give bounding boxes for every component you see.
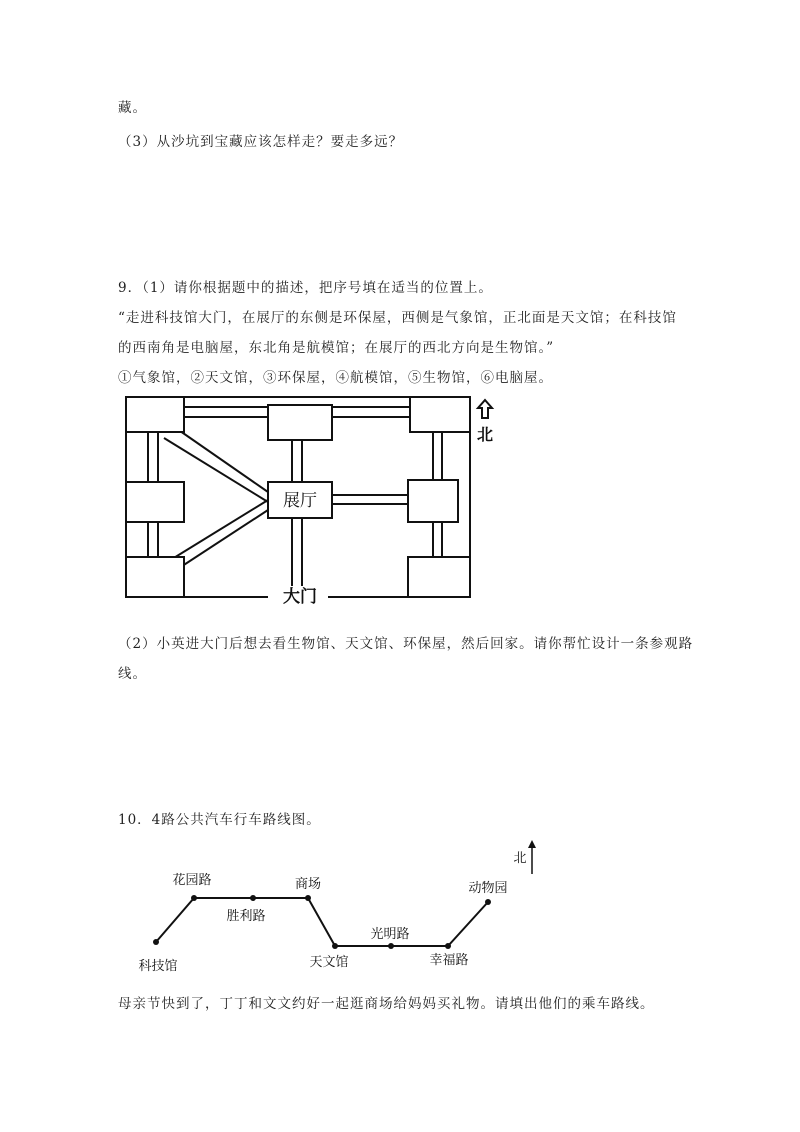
stop-dot (485, 899, 491, 905)
question-9-quote-line1: “走进科技馆大门，在展厅的东侧是环保屋，西侧是气象馆，正北面是天文馆；在科技馆 (118, 310, 677, 326)
stop-label: 天文馆 (309, 955, 349, 970)
question-10: 10．4路公共汽车行车路线图。 (118, 812, 321, 828)
stop-label: 胜利路 (226, 909, 266, 924)
room-top-center (268, 405, 332, 440)
stop-dot (191, 895, 197, 901)
exhibition-hall-label: 展厅 (283, 491, 317, 511)
stop-label: 花园路 (172, 873, 212, 888)
north-arrow-icon (478, 400, 492, 418)
museum-map (118, 392, 503, 624)
stop-label: 光明路 (370, 927, 410, 942)
north-label: 北 (476, 425, 494, 444)
question-9-options: ①气象馆，②天文馆，③环保屋，④航模馆，⑤生物馆，⑥电脑屋。 (118, 370, 553, 386)
room-top-right (410, 397, 470, 432)
stop-label: 动物园 (468, 881, 508, 896)
stop-label: 幸福路 (429, 953, 469, 968)
stop-dot (388, 943, 394, 949)
stop-label: 科技馆 (138, 959, 178, 974)
question-9-part2-line2: 线。 (118, 666, 147, 682)
stop-dot (332, 943, 338, 949)
question-9-part1: 9．（1）请你根据题中的描述，把序号填在适当的位置上。 (118, 280, 493, 296)
room-bottom-left (126, 557, 184, 597)
stop-dot (250, 895, 256, 901)
bus-route-line (156, 898, 488, 946)
stop-dot (153, 939, 159, 945)
north-arrow-icon (528, 840, 536, 874)
question-10-prompt: 母亲节快到了，丁丁和文文约好一起逛商场给妈妈买礼物。请填出他们的乘车路线。 (118, 996, 655, 1012)
room-top-left (126, 397, 184, 432)
question-9-quote-line2: 的西南角是电脑屋，东北角是航模馆；在展厅的西北方向是生物馆。” (118, 340, 555, 356)
stop-label: 商场 (294, 877, 322, 892)
room-mid-right (408, 480, 458, 522)
question-9-part2-line1: （2）小英进大门后想去看生物馆、天文馆、环保屋，然后回家。请你帮忙设计一条参观路 (118, 636, 694, 652)
room-bottom-right (408, 557, 470, 597)
question-3: （3）从沙坑到宝藏应该怎样走？要走多远？ (118, 134, 404, 150)
bus-route-map (118, 836, 558, 976)
north-label: 北 (513, 851, 527, 866)
stop-dot (305, 895, 311, 901)
room-mid-left (126, 482, 184, 522)
gate-label: 大门 (283, 587, 317, 607)
text-line: 藏。 (118, 100, 147, 116)
stop-dot (445, 943, 451, 949)
